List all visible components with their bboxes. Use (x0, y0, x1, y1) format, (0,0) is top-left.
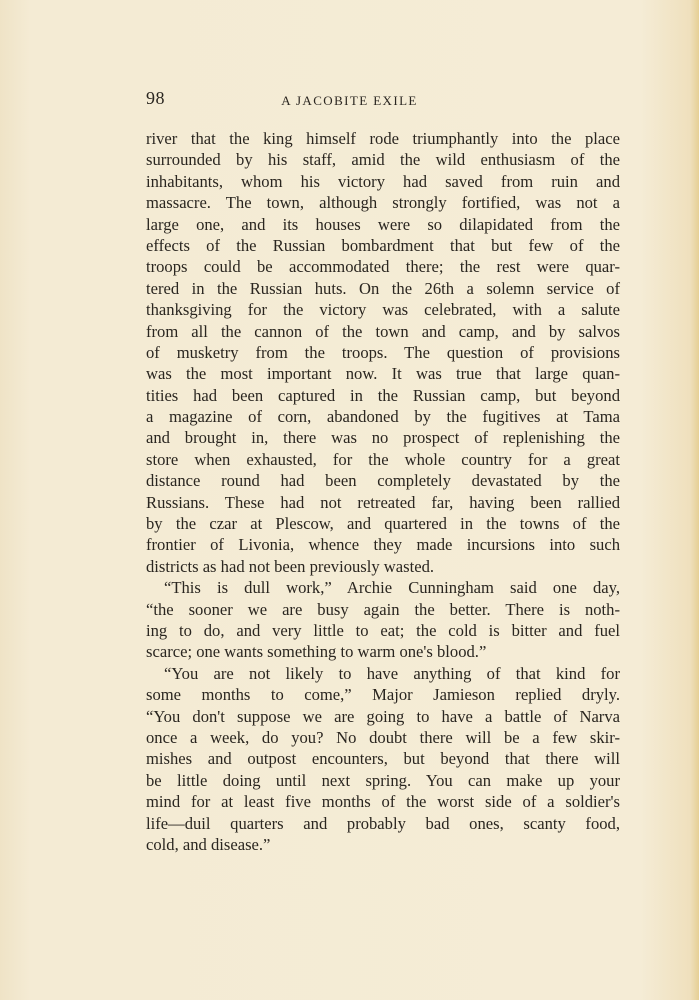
text-line: river that the king himself rode triumphantly into the place (146, 129, 620, 148)
body-text (146, 128, 620, 855)
text-line: of musketry from the troops. The question of provisions (146, 342, 620, 362)
running-head: A JACOBITE EXILE (281, 93, 418, 108)
text-line: districts as had not been previously wasted. (146, 556, 435, 576)
text-line: cold, and disease.” (146, 834, 271, 854)
text-line: thanksgiving for the victory was celebrated, with a salute (146, 300, 620, 320)
text-line: ing to do, and very little to eat; the cold is bitter and fuel (146, 620, 620, 640)
text-line: store when exhausted, for the whole country for a great (146, 449, 620, 469)
text-line: Russians. These had not retreated far, having been rallied (146, 492, 620, 512)
text-line: large one, and its houses were so dilapidated from the (146, 214, 620, 234)
text-line: by the czar at Plescow, and quartered in the towns of the (146, 514, 620, 534)
text-line: “This is dull work,” Archie Cunningham said one day, (164, 578, 620, 598)
text-line: from all the cannon of the town and camp, and by salvos (146, 321, 620, 341)
text-line: scarce; one wants something to warm one's blood.” (146, 642, 487, 662)
text-line: inhabitants, whom his victory had saved from ruin and (146, 171, 620, 191)
text-line: mind for at least five months of the worst side of a soldier's (146, 792, 620, 812)
text-line: frontier of Livonia, whence they made incursions into such (146, 535, 620, 555)
text-line: effects of the Russian bombardment that but few of the (146, 235, 620, 255)
text-line: massacre. The town, although strongly fortified, was not a (146, 193, 620, 213)
text-line: tered in the Russian huts. On the 26th a solemn service of (146, 278, 620, 298)
text-line: distance round had been completely devastated by the (146, 471, 620, 491)
text-line: mishes and outpost encounters, but beyond that there will (146, 749, 620, 769)
text-line: “You don't suppose we are going to have a battle of Narva (146, 706, 620, 726)
text-line: some months to come,” Major Jamieson replied dryly. (146, 685, 620, 705)
text-line: a magazine of corn, abandoned by the fugitives at Tama (146, 407, 620, 427)
text-line: “the sooner we are busy again the better. There is noth- (146, 599, 620, 619)
text-line: tities had been captured in the Russian camp, but beyond (146, 385, 620, 405)
page-number: 98 (146, 88, 165, 108)
text-line: and brought in, there was no prospect of replenishing the (146, 428, 620, 448)
text-line: be little doing until next spring. You can make up your (146, 770, 620, 790)
text-line: life—duil quarters and probably bad ones, scanty food, (146, 813, 620, 833)
text-line: once a week, do you? No doubt there will be a few skir- (146, 727, 620, 747)
text-line: surrounded by his staff, amid the wild enthusiasm of the (146, 150, 620, 170)
text-line: “You are not likely to have anything of that kind for (164, 663, 620, 683)
text-line: was the most important now. It was true that large quan- (146, 364, 620, 384)
text-line: troops could be accommodated there; the rest were quar- (146, 257, 620, 277)
